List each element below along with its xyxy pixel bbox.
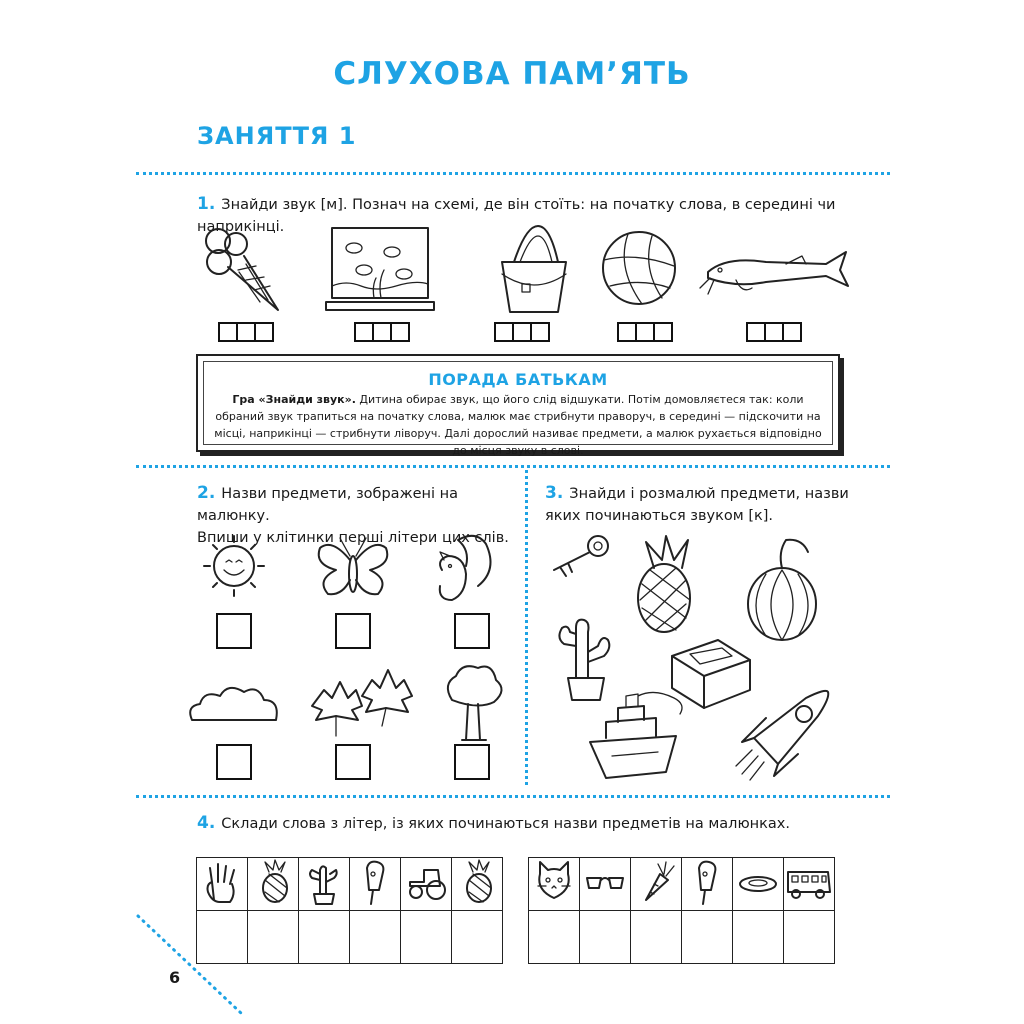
task4-instruction	[197, 812, 897, 835]
task4-text: Склади слова з літер, із яких починаються назви предметів на малюнках.	[221, 816, 790, 832]
sun-icon	[204, 536, 264, 596]
ship-icon[interactable]	[590, 692, 682, 778]
letter-box[interactable]	[216, 744, 252, 780]
task1-text: Знайди звук [м]. Познач на схемі, де він стоїть: на початку слова, в середині чи наприкінці.	[197, 197, 836, 235]
letter-cell[interactable]	[452, 911, 503, 964]
letter-box[interactable]	[335, 613, 371, 649]
letter-cell[interactable]	[248, 911, 299, 964]
word-table-2	[528, 857, 835, 964]
table-cell	[299, 858, 350, 911]
catfish-icon	[700, 252, 848, 294]
table-cell	[580, 858, 631, 911]
dotted-divider	[136, 795, 890, 798]
rocket-icon[interactable]	[736, 691, 828, 780]
aquarium-icon	[326, 228, 434, 310]
handbag-icon	[502, 226, 566, 312]
table-cell	[401, 858, 452, 911]
bus-icon	[786, 860, 832, 904]
task2-text-line2: Впиши у клітинки перші літери цих слів.	[197, 530, 509, 546]
letter-cell[interactable]	[631, 911, 682, 964]
tip-game-name: Гра «Знайди звук».	[232, 393, 356, 406]
task3-instruction	[545, 482, 865, 527]
sound-scheme[interactable]	[746, 322, 802, 342]
table-cell	[350, 858, 401, 911]
sound-scheme[interactable]	[354, 322, 410, 342]
table-cell	[682, 858, 733, 911]
pumpkin-icon[interactable]	[748, 540, 816, 640]
task3-text-line2: яких починаються звуком [к].	[545, 508, 773, 524]
task1-number: 1.	[197, 194, 216, 214]
cat-icon	[534, 860, 574, 904]
parent-tip-box	[196, 354, 840, 457]
task4-number: 4.	[197, 813, 216, 833]
letter-cell[interactable]	[580, 911, 631, 964]
letter-box[interactable]	[454, 613, 490, 649]
sound-scheme[interactable]	[494, 322, 550, 342]
task3-text-line1: Знайди і розмалюй предмети, назви	[569, 486, 849, 502]
table-cell	[452, 858, 503, 911]
tip-title: ПОРАДА БАТЬКАМ	[428, 370, 608, 389]
cloud-icon	[190, 688, 277, 720]
plate-icon	[736, 860, 780, 904]
glasses-icon	[583, 860, 627, 904]
hand-icon	[202, 860, 242, 904]
sound-scheme[interactable]	[218, 322, 274, 342]
letter-cell[interactable]	[401, 911, 452, 964]
table-cell	[197, 858, 248, 911]
tractor-icon	[404, 860, 448, 904]
table-cell	[529, 858, 580, 911]
dotted-divider	[136, 172, 890, 175]
tip-body: Дитина обирає звук, що його слід відшукати. Потім домовляєтеся так: коли обраний звук трапиться на початку слова, малюк має стрибнути праворуч, в середині — підскочити на місці, наприкінці — стрибнути ліворуч. Далі дорослий називає предмети, а малюк рухається відповідно до місця звуку в слові.	[214, 393, 822, 457]
letter-cell[interactable]	[682, 911, 733, 964]
ball-icon	[603, 232, 675, 304]
tip-text	[214, 391, 822, 459]
page-title: СЛУХОВА ПАМ’ЯТЬ	[333, 56, 691, 92]
pineapple-icon	[457, 860, 497, 904]
lesson-title: ЗАНЯТТЯ 1	[197, 122, 357, 150]
tree-icon	[448, 666, 502, 740]
task2-text-line1: Назви предмети, зображені на малюнку.	[197, 486, 459, 524]
letter-box[interactable]	[335, 744, 371, 780]
key-icon[interactable]	[554, 536, 608, 576]
book-icon[interactable]	[672, 640, 750, 708]
table-cell	[631, 858, 682, 911]
task3-number: 3.	[545, 483, 564, 503]
letter-cell[interactable]	[529, 911, 580, 964]
task3-pictures[interactable]	[546, 528, 846, 788]
butterfly-icon	[319, 538, 388, 594]
letter-cell[interactable]	[299, 911, 350, 964]
popsicle-icon	[687, 860, 727, 904]
dotted-divider	[136, 465, 890, 468]
page-number: 6	[169, 968, 181, 987]
sound-scheme[interactable]	[617, 322, 673, 342]
squirrel-icon	[440, 536, 491, 600]
letter-cell[interactable]	[350, 911, 401, 964]
ice-cream-icon	[206, 229, 278, 310]
table-cell	[733, 858, 784, 911]
table-cell	[248, 858, 299, 911]
pineapple-icon	[253, 860, 293, 904]
letter-cell[interactable]	[733, 911, 784, 964]
carrot-icon	[636, 860, 676, 904]
maple-leaves-icon	[312, 670, 412, 736]
letter-cell[interactable]	[784, 911, 835, 964]
task1-pictures	[196, 222, 836, 318]
cactus-icon[interactable]	[559, 620, 609, 700]
task2-number: 2.	[197, 483, 216, 503]
table-cell	[784, 858, 835, 911]
popsicle-icon	[355, 860, 395, 904]
pineapple-icon[interactable]	[638, 536, 690, 632]
letter-box[interactable]	[216, 613, 252, 649]
letter-box[interactable]	[454, 744, 490, 780]
corner-dotted-decoration	[130, 910, 250, 1020]
cactus-icon	[304, 860, 344, 904]
